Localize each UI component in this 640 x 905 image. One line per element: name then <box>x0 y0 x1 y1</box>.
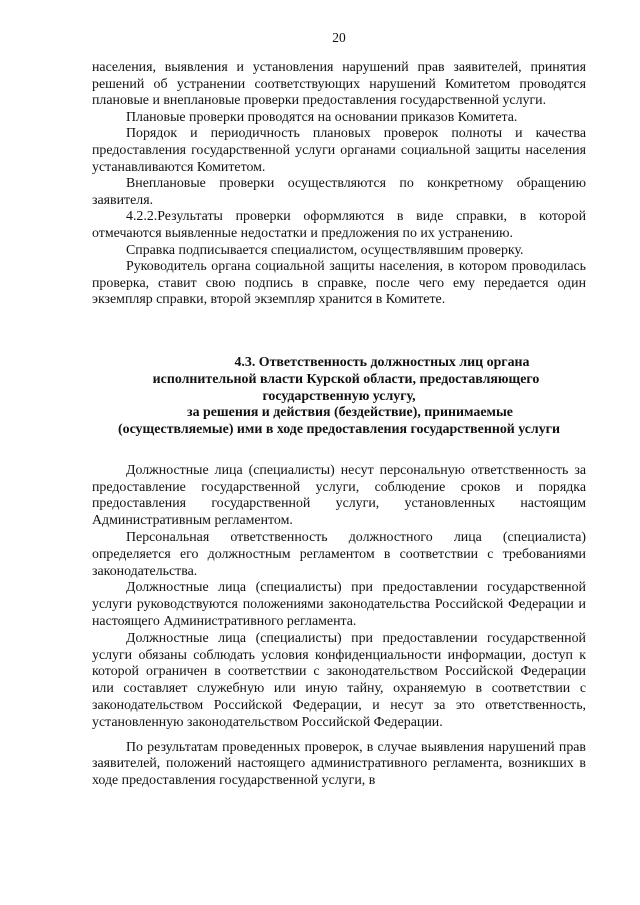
top-text-block <box>92 60 586 309</box>
paragraph-responsibility-definition: Персональная ответственность должностного лица (специалиста) определяется его должностным регламентом в соответствии с требованиями законодательства. <box>92 530 586 579</box>
section-heading-line: исполнительной власти Курской области, предоставляющего <box>152 371 540 387</box>
bottom-text-block <box>92 463 586 790</box>
paragraph-check-results: 4.2.2.Результаты проверки оформляются в виде справки, в которой отмечаются выявленные недостатки и предложения по их устранению. <box>92 209 586 241</box>
paragraph-head-signature: Руководитель органа социальной защиты населения, в котором проводилась проверка, ставит свою подпись в справке, после чего ему передается один экземпляр справки, второй экземпляр хранится в Комитете. <box>92 259 586 308</box>
paragraph-spacer <box>92 732 586 740</box>
paragraph-planned-checks: Плановые проверки проводятся на основании приказов Комитета. <box>126 109 518 125</box>
section-heading-line: государственную услугу, <box>262 388 416 404</box>
page-number: 20 <box>332 30 346 45</box>
paragraph-check-procedure: Порядок и периодичность плановых проверок полноты и качества предоставления государственной услуги органами социальной защиты населения устанавливаются Комитетом. <box>92 126 586 175</box>
section-heading-line: 4.3. Ответственность должностных лиц органа <box>234 354 530 370</box>
paragraph-check-violations: По результатам проведенных проверок, в случае выявления нарушений прав заявителей, положений настоящего административного регламента, возникших в ходе предоставления государственной услуги, в <box>92 739 586 789</box>
paragraph-personal-responsibility: Должностные лица (специалисты) несут персональную ответственность за предоставление государственной услуги, соблюдение сроков и порядка предоставления государственной услуги, установленных настоящим Административным регламентом. <box>92 462 586 529</box>
paragraph-certificate-signing: Справка подписывается специалистом, осуществлявшим проверку. <box>126 242 524 258</box>
section-heading-line: (осуществляемые) ими в ходе предоставления государственной услуги <box>118 422 560 438</box>
paragraph-legislation-guidance: Должностные лица (специалисты) при предоставлении государственной услуги руководствуются положениями законодательства Российской Федерации и настоящего Административного регламента. <box>92 580 586 630</box>
section-heading-line: за решения и действия (бездействие), принимаемые <box>187 405 513 421</box>
paragraph-continuation: населения, выявления и установления нарушений прав заявителей, принятия решений об устранении соответствующих нарушений Комитетом проводятся плановые и внеплановые проверки предоставления государственной услуги. <box>92 60 586 109</box>
paragraph-unplanned-checks: Внеплановые проверки осуществляются по конкретному обращению заявителя. <box>92 176 586 208</box>
section-heading <box>92 355 586 439</box>
paragraph-confidentiality: Должностные лица (специалисты) при предоставлении государственной услуги обязаны соблюдать условия конфиденциальности информации, доступ к которой ограничен в соответствии с законодательством Российской Федерации или составляет служебную или иную тайну, охраняемую в соответствии с законодательством Российской Федерации, и несут за это ответственность, установленную законодательством Российской Федерации. <box>92 630 586 730</box>
